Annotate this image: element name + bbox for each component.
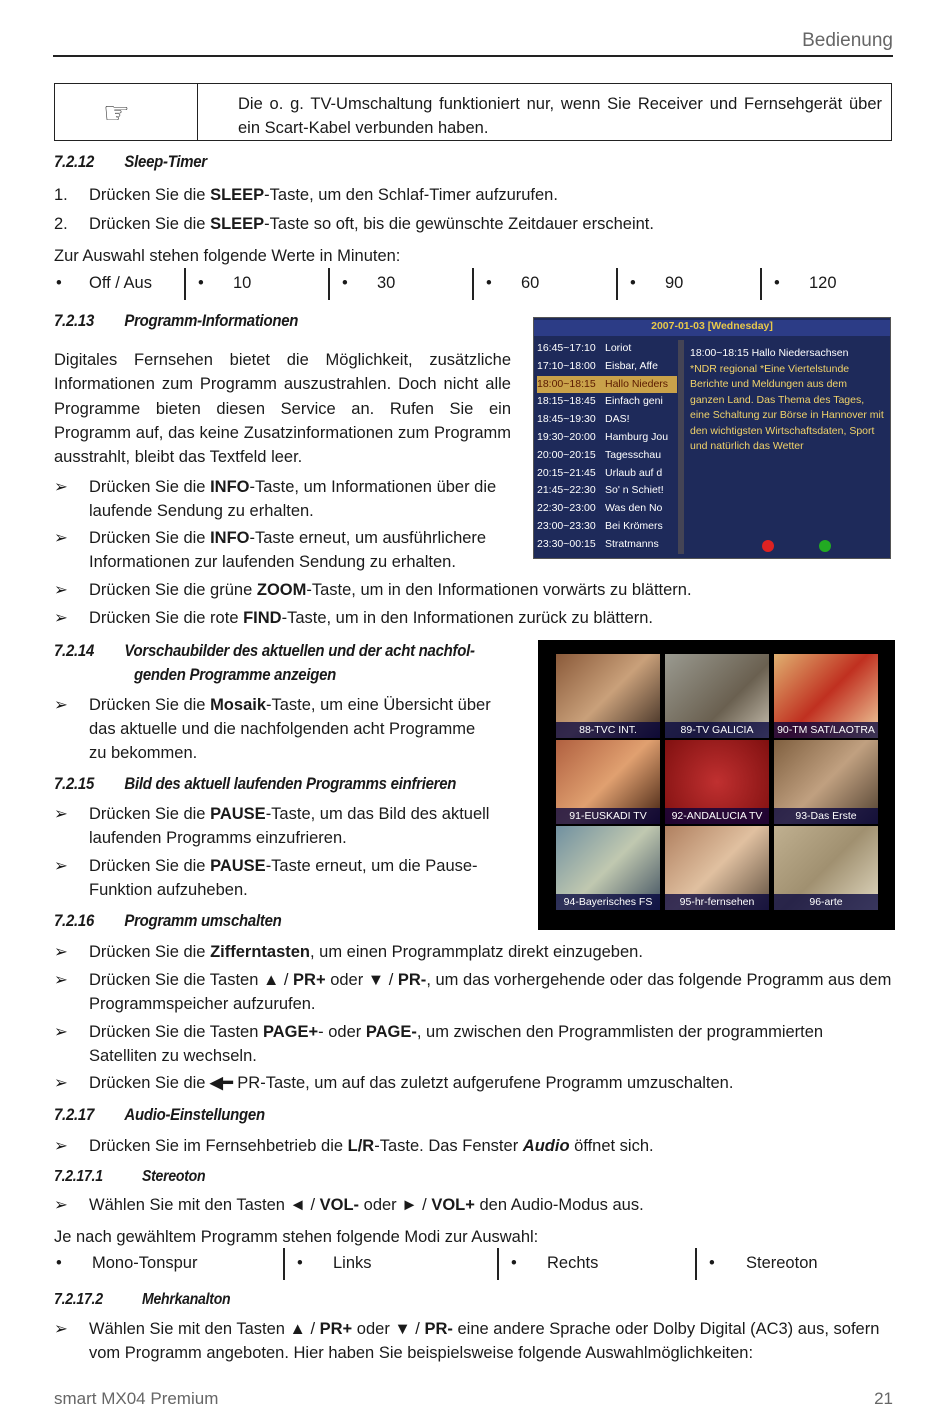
mosaic-tile: 96-arte [774,826,878,910]
list-item: ➢ Drücken Sie die Tasten ▲ / PR+ oder ▼ / PR-, um das vorhergehende oder das folgende Programm aus dem Programmspeicher aufzurufen. [54,971,892,1013]
subsection-heading-stereo: 7.2.17.1 Stereoton [54,1168,206,1185]
section-heading-program-info: 7.2.13 Programm-Informationen [54,311,299,330]
mosaic-tile: 92-ANDALUCIA TV [665,740,769,824]
list-item: ➢ Drücken Sie die Tasten PAGE+- oder PAGE-, um zwischen den Programmlisten der programmierten Satelliten zu wechseln. [54,1023,824,1065]
list-item: ➢ Drücken Sie die Zifferntasten, um einen Programmplatz direkt einzugeben. [54,943,643,961]
sleep-values-row: • Off / Aus • 10 • 30 • 60 • 90 • 120 [54,268,894,300]
section-heading-mosaic-cont: genden Programme anzeigen [134,665,337,684]
list-item: ➢ Wählen Sie mit den Tasten ▲ / PR+ oder ▼ / PR- eine andere Sprache oder Dolby Digital (AC3) aus, sofern vom Programm angeboten. Hier haben Sie beispielsweise folgende Auswahlmöglichkeiten: [54,1320,880,1362]
epg-date: 2007-01-03 [Wednesday] [534,320,890,336]
epg-screenshot [533,317,891,559]
list-item: ➢ Drücken Sie die INFO-Taste erneut, um ausführlichere Informationen zur laufenden Sendung zu erhalten. [54,529,487,571]
list-item: ➢ Drücken Sie im Fernsehbetrieb die L/R-Taste. Das Fenster Audio öffnet sich. [54,1137,654,1155]
epg-row: 23:00~23:30 Bei Krömers [537,519,663,532]
list-item: ➢ Drücken Sie die Mosaik-Taste, um eine Übersicht über das aktuelle und die nachfolgenden acht Programme zu bekommen. [54,696,491,762]
green-button-icon [819,540,831,552]
mosaic-tile: 90-TM SAT/LAOTRA [774,654,878,738]
column-separator [283,1248,285,1280]
epg-row: 23:30~00:15 Stratmanns [537,537,659,550]
list-item: ➢ Drücken Sie die INFO-Taste, um Informationen über die laufende Sendung zu erhalten. [54,478,497,520]
section-heading-mosaic: 7.2.14 Vorschaubilder des aktuellen und der acht nachfol- [54,641,475,660]
mosaic-tile: 89-TV GALICIA [665,654,769,738]
epg-row: 20:00~20:15 Tagesschau [537,448,662,461]
mosaic-tile: 94-Bayerisches FS [556,826,660,910]
epg-row: 18:45~19:30 DAS! [537,413,630,426]
header-rule [53,55,893,57]
section-heading-audio: 7.2.17 Audio-Einstellungen [54,1105,265,1124]
paragraph: Zur Auswahl stehen folgende Werte in Minuten: [54,247,401,265]
column-separator [616,268,618,300]
list-item: ➢ Drücken Sie die PAUSE-Taste, um das Bild des aktuell laufenden Programms einzufrieren. [54,805,490,847]
paragraph: Digitales Fernsehen bietet die Möglichkeit, zusätzliche Informationen zum Programm auszustrahlen. Doch nicht alle Programme bieten diesen Service an. Rufen Sie ein Programm auf, das keine Zusatzinformationen zum Programm ausstrahlt, bleibt das Textfeld leer. [54,351,511,467]
section-heading-switch-program: 7.2.16 Programm umschalten [54,911,282,930]
red-button-icon [762,540,774,552]
mosaic-tile: 91-EUSKADI TV [556,740,660,824]
epg-list [537,340,677,554]
column-separator [472,268,474,300]
section-heading-sleep-timer: 7.2.12 Sleep-Timer [54,152,207,171]
note-box [54,83,892,141]
list-item: ➢ Drücken Sie die rote FIND-Taste, um in den Informationen zurück zu blättern. [54,609,654,627]
audio-modes-row: • Mono-Tonspur • Links • Rechts • Stereoton [54,1248,894,1280]
column-separator [760,268,762,300]
column-separator [695,1248,697,1280]
list-item: ➢ Drücken Sie die PAUSE-Taste erneut, um die Pause-Funktion aufzuheben. [54,857,478,899]
mosaic-tile: 95-hr-fernsehen [665,826,769,910]
note-divider [197,84,198,140]
epg-info: 18:00~18:15 Hallo Niedersachsen *NDR regional *Eine Viertelstunde Berichte und Meldungen aus dem ganzen Land. Das Thema des Tages, eine Schaltung zur Börse in Hannover mit den wichtigsten Wirtschaftsdaten, Sport und natürlich das Wetter [690,347,884,452]
column-separator [184,268,186,300]
epg-row-selected: 18:00~18:15 Hallo Nieders [537,376,677,394]
list-item: ➢ Wählen Sie mit den Tasten ◄ / VOL- oder ► / VOL+ den Audio-Modus aus. [54,1196,644,1214]
epg-row: 18:15~18:45 Einfach geni [537,395,663,408]
list-item: ➢ Drücken Sie die grüne ZOOM-Taste, um in den Informationen vorwärts zu blättern. [54,581,692,599]
epg-row: 17:10~18:00 Eisbar, Affe [537,359,658,372]
epg-row: 16:45~17:10 Loriot [537,342,632,354]
running-header: Bedienung [802,30,893,51]
section-heading-freeze: 7.2.15 Bild des aktuell laufenden Programms einfrieren [54,774,457,793]
epg-row: 19:30~20:00 Hamburg Jou [537,430,669,443]
subsection-heading-multichannel: 7.2.17.2 Mehrkanalton [54,1291,231,1308]
mosaic-tile: 88-TVC INT. [556,654,660,738]
epg-scrollbar [678,340,684,554]
mosaic-screenshot [538,640,895,930]
note-text: Die o. g. TV-Umschaltung funktioniert nur, wenn Sie Receiver und Fernsehgerät über ein Scart-Kabel verbunden haben. [238,95,882,137]
list-item: 1. Drücken Sie die SLEEP-Taste, um den Schlaf-Timer aufzurufen. [54,186,558,204]
page-number: 21 [874,1389,893,1408]
list-item: 2. Drücken Sie die SLEEP-Taste so oft, bis die gewünschte Zeitdauer erscheint. [54,215,654,233]
list-item: ➢ Drücken Sie die ◀━ PR-Taste, um auf das zuletzt aufgerufene Programm umzuschalten. [54,1074,734,1092]
column-separator [328,268,330,300]
pointing-hand-icon: ☞ [103,97,130,130]
epg-row: 22:30~23:00 Was den No [537,502,663,515]
epg-row: 21:45~22:30 So' n Schiet! [537,484,664,497]
column-separator [497,1248,499,1280]
paragraph: Je nach gewähltem Programm stehen folgende Modi zur Auswahl: [54,1228,539,1246]
back-arrow-icon: ◀━ [210,1074,233,1092]
epg-row: 20:15~21:45 Urlaub auf d [537,466,663,479]
footer-product: smart MX04 Premium [54,1389,219,1408]
mosaic-tile: 93-Das Erste [774,740,878,824]
